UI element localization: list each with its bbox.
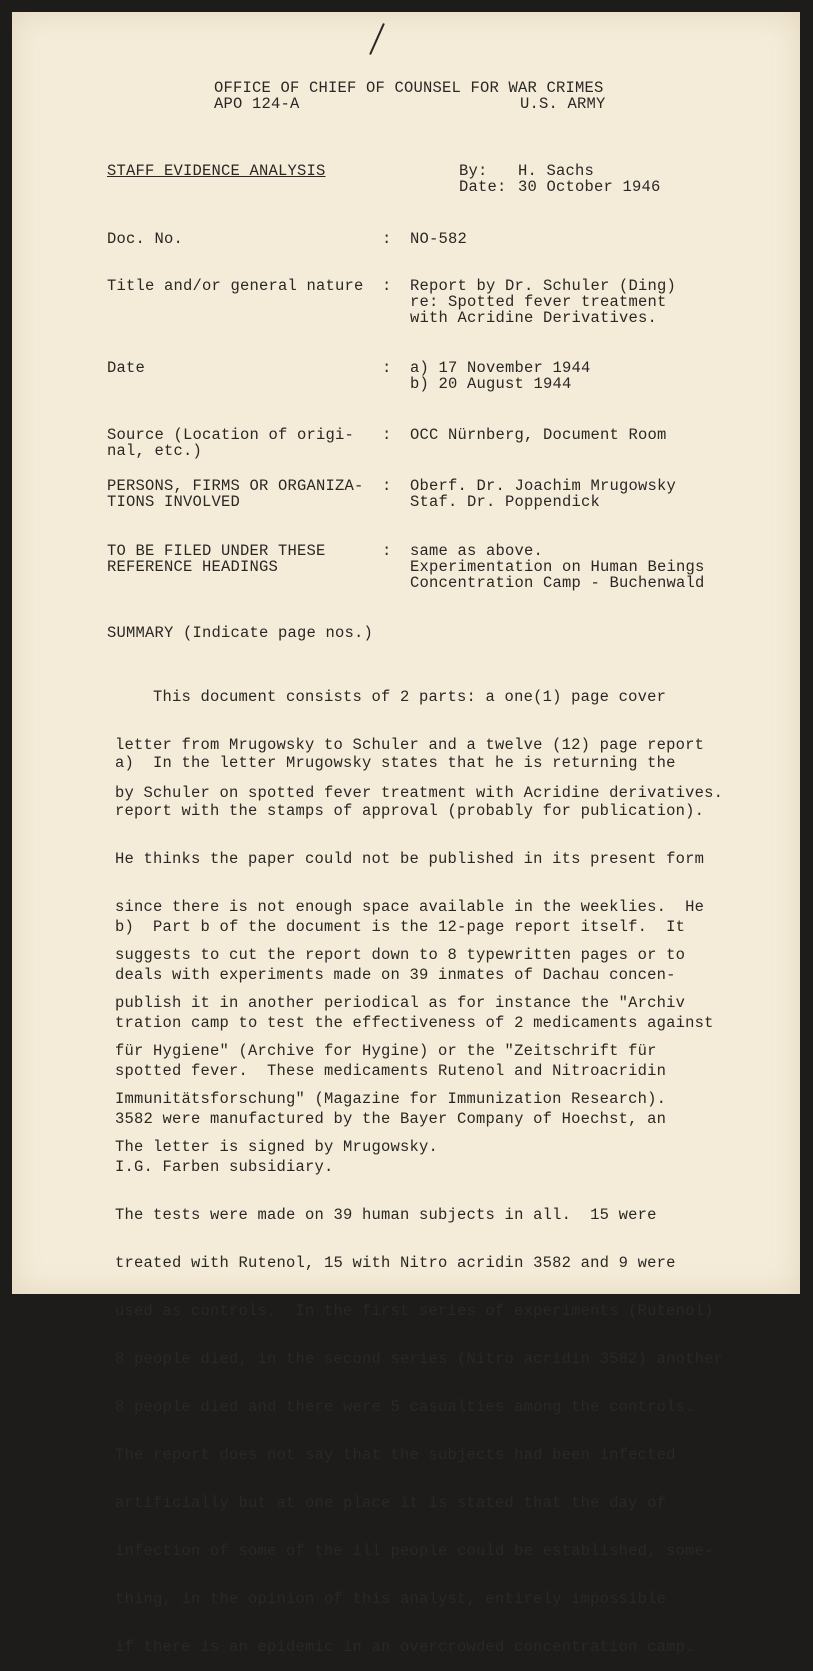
- field-value-headings-line: Experimentation on Human Beings: [410, 558, 705, 576]
- field-value-headings-line: same as above.: [410, 542, 544, 560]
- field-label-headings: TO BE FILED UNDER THESE: [107, 542, 326, 560]
- summary-line: The tests were made on 39 human subjects in all. 15 were: [115, 1206, 657, 1224]
- summary-heading: SUMMARY (Indicate page nos.): [107, 624, 374, 642]
- summary-line: report with the stamps of approval (probably for publication).: [115, 802, 705, 820]
- field-colon: :: [382, 359, 392, 377]
- field-label-doc-no: Doc. No.: [107, 230, 184, 248]
- field-label-source: Source (Location of origi-: [107, 426, 355, 444]
- summary-line: letter from Mrugowsky to Schuler and a twelve (12) page report: [115, 736, 705, 754]
- summary-line: if there is an epidemic in an overcrowded concentration camp.: [115, 1638, 695, 1656]
- summary-line: This document consists of 2 parts: a one(1) page cover: [115, 688, 667, 706]
- field-colon: :: [382, 477, 392, 495]
- field-label-title: Title and/or general nature: [107, 277, 364, 295]
- field-label-persons: TIONS INVOLVED: [107, 493, 241, 511]
- field-colon: :: [382, 542, 392, 560]
- summary-line: für Hygiene" (Archive for Hygine) or the "Zeitschrift für: [115, 1042, 657, 1060]
- field-colon: :: [382, 230, 392, 248]
- summary-line: infection of some of the ill people could be established, some-: [115, 1542, 714, 1560]
- summary-line: publish it in another periodical as for instance the "Archiv: [115, 994, 686, 1012]
- field-label-headings: REFERENCE HEADINGS: [107, 558, 279, 576]
- summary-line: by Schuler on spotted fever treatment with Acridine derivatives.: [115, 784, 724, 802]
- field-value-source: OCC Nürnberg, Document Room: [410, 426, 667, 444]
- by-label: By:: [459, 162, 488, 180]
- apo-line: APO 124-A: [214, 95, 300, 113]
- by-value: H. Sachs: [518, 162, 595, 180]
- field-label-source: nal, etc.): [107, 442, 203, 460]
- summary-line: thing, in the opinion of this analyst, entirely impossible: [115, 1590, 667, 1608]
- field-label-persons: PERSONS, FIRMS OR ORGANIZA-: [107, 477, 364, 495]
- summary-line: Immunitätsforschung" (Magazine for Immunization Research).: [115, 1090, 667, 1108]
- summary-line: suggests to cut the report down to 8 typewritten pages or to: [115, 946, 686, 964]
- field-colon: :: [382, 426, 392, 444]
- field-value-title-line: with Acridine Derivatives.: [410, 309, 658, 327]
- summary-line: since there is not enough space available in the weeklies. He: [115, 898, 705, 916]
- summary-line: I.G. Farben subsidiary.: [115, 1158, 334, 1176]
- date-value: 30 October 1946: [518, 178, 661, 196]
- summary-line: 8 people died, in the second series (Nitro acridin 3582) another: [115, 1350, 724, 1368]
- date-label: Date:: [459, 178, 507, 196]
- field-value-persons-line: Staf. Dr. Poppendick: [410, 493, 601, 511]
- summary-line: He thinks the paper could not be published in its present form: [115, 850, 705, 868]
- summary-part-b: [115, 887, 755, 1671]
- field-value-doc-no: NO-582: [410, 230, 468, 248]
- summary-line: The letter is signed by Mrugowsky.: [115, 1138, 439, 1156]
- field-value-title-line: Report by Dr. Schuler (Ding): [410, 277, 677, 295]
- field-value-title-line: re: Spotted fever treatment: [410, 293, 667, 311]
- field-colon: :: [382, 277, 392, 295]
- summary-line: tration camp to test the effectiveness of 2 medicaments against: [115, 1014, 714, 1032]
- field-value-persons-line: Oberf. Dr. Joachim Mrugowsky: [410, 477, 677, 495]
- field-value-date-line: a) 17 November 1944: [410, 359, 591, 377]
- summary-line: The report does not say that the subjects had been infected: [115, 1446, 676, 1464]
- field-label-date: Date: [107, 359, 146, 377]
- summary-line: artificially but at one place it is stated that the day of: [115, 1494, 667, 1512]
- summary-line: 8 people died and there were 5 casualties among the controls.: [115, 1398, 695, 1416]
- field-value-date-line: b) 20 August 1944: [410, 375, 572, 393]
- summary-line: used as controls. In the first series of experiments (Rutenol): [115, 1302, 714, 1320]
- summary-line: 3582 were manufactured by the Bayer Company of Hoechst, an: [115, 1110, 667, 1128]
- summary-line: deals with experiments made on 39 inmates of Dachau concen-: [115, 966, 676, 984]
- summary-line: a) In the letter Mrugowsky states that he is returning the: [115, 754, 676, 772]
- analysis-heading: STAFF EVIDENCE ANALYSIS: [107, 162, 326, 180]
- summary-line: spotted fever. These medicaments Rutenol and Nitroacridin: [115, 1062, 667, 1080]
- summary-line: treated with Rutenol, 15 with Nitro acridin 3582 and 9 were: [115, 1254, 676, 1272]
- field-value-headings-line: Concentration Camp - Buchenwald: [410, 574, 705, 592]
- army-line: U.S. ARMY: [520, 95, 606, 113]
- office-line: OFFICE OF CHIEF OF COUNSEL FOR WAR CRIMES: [214, 79, 604, 97]
- summary-line: b) Part b of the document is the 12-page report itself. It: [115, 918, 686, 936]
